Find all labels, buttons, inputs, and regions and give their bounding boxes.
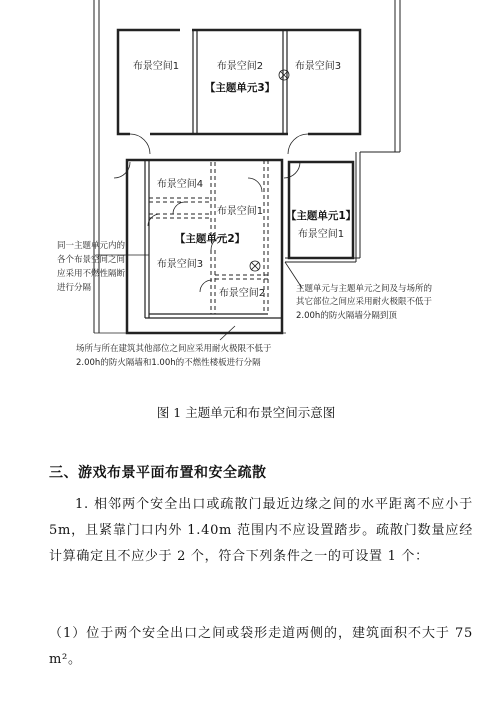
unit3-label: 【主题单元3】	[204, 82, 276, 94]
note-right-line-1: 主题单元与主题单元之间及与场所的	[296, 284, 433, 294]
unit2-label: 【主题单元2】	[174, 233, 246, 245]
room-label-top-3: 布景空间3	[294, 61, 342, 72]
room-label-mid-1: 布景空间1	[216, 206, 264, 217]
room-label-mid-3: 布景空间3	[156, 259, 204, 270]
section-heading: 三、游戏布景平面布置和安全疏散	[49, 465, 267, 481]
note-bottom-line-2: 2.00h的防火隔墙和1.00h的不燃性楼板进行分隔	[76, 358, 261, 368]
figure-caption: 图 1 主题单元和布景空间示意图	[156, 405, 336, 420]
unit2-walls	[127, 160, 282, 333]
paragraph-2: （1）位于两个安全出口之间或袋形走道两侧的，建筑面积不大于 75 m²。	[49, 626, 473, 667]
room-label-right-1: 布景空间1	[297, 229, 345, 240]
note-right-line-2: 其它部位之间应采用耐火极限不低于	[296, 297, 433, 307]
room-label-top-1: 布景空间1	[132, 61, 180, 72]
note-right-line-3: 2.00h的防火隔墙分隔到顶	[296, 311, 397, 321]
room-label-mid-4: 布景空间4	[156, 179, 204, 190]
room-label-mid-2: 布景空间2	[218, 288, 266, 299]
paragraph-1: 1. 相邻两个安全出口或疏散门最近边缘之间的水平距离不应小于 5m，且紧靠门口内外 1.40m 范围内不应设置踏步。疏散门数量应经计算确定且不应少于 2 个，符合下列条件之一的可设置 1 个：	[49, 497, 473, 564]
note-left-line-2: 各个布景空间之间	[57, 255, 126, 265]
note-left-line-1: 同一主题单元内的	[57, 241, 126, 251]
note-left-line-4: 进行分隔	[57, 283, 92, 293]
note-bottom-line-1: 场所与所在建筑其他部位之间应采用耐火极限不低于	[76, 344, 272, 354]
note-left-line-3: 应采用不燃性隔断	[57, 269, 126, 279]
unit1-label: 【主题单元1】	[285, 210, 357, 222]
room-label-top-2: 布景空间2	[216, 61, 264, 72]
